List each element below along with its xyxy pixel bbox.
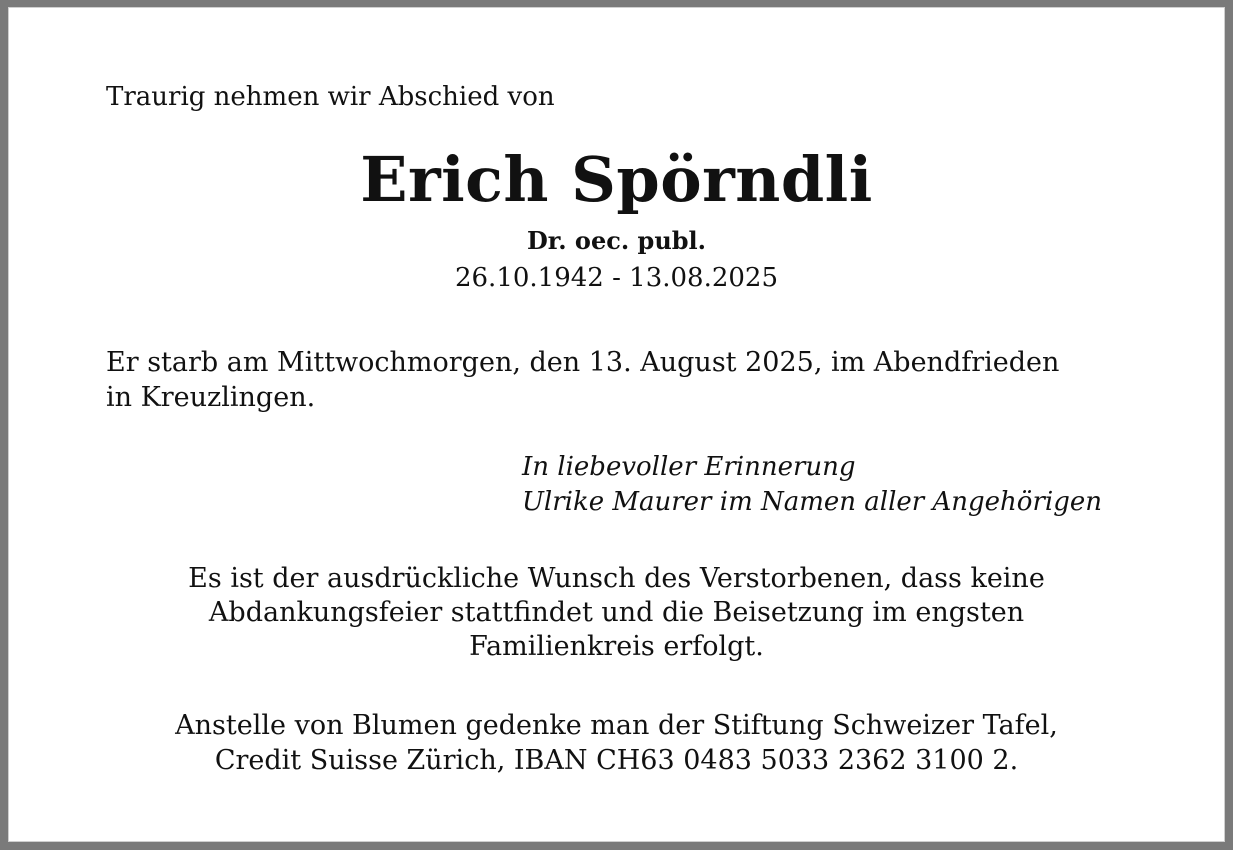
death-announcement: [106, 345, 1059, 415]
donation-note: [0, 708, 1233, 778]
funeral-wish-line: Abdankungsfeier stattfindet und die Beisetzung im engsten: [208, 597, 1025, 628]
signatory-line: Ulrike Maurer im Namen aller Angehörigen: [522, 487, 1102, 517]
funeral-wish-line: Familienkreis erfolgt.: [469, 631, 764, 662]
academic-degree: Dr. oec. publ.: [526, 226, 707, 255]
memory-signature: [522, 450, 1102, 520]
life-dates: 26.10.1942 - 13.08.2025: [454, 263, 779, 293]
funeral-wish-line: Es ist der ausdrückliche Wunsch des Verstorbenen, dass keine: [188, 563, 1045, 594]
memory-line: In liebevoller Erinnerung: [522, 452, 856, 482]
intro-text: Traurig nehmen wir Abschied von: [106, 82, 555, 112]
deceased-name: Erich Spörndli: [360, 143, 873, 216]
donation-line: Anstelle von Blumen gedenke man der Stiftung Schweizer Tafel,: [175, 710, 1058, 741]
death-announcement-line: Er starb am Mittwochmorgen, den 13. August 2025, im Abendfrieden: [106, 347, 1060, 378]
donation-bank-line: Credit Suisse Zürich, IBAN CH63 0483 5033 2362 3100 2.: [214, 745, 1019, 776]
funeral-wish: [0, 562, 1233, 664]
death-announcement-line: in Kreuzlingen.: [106, 382, 316, 413]
